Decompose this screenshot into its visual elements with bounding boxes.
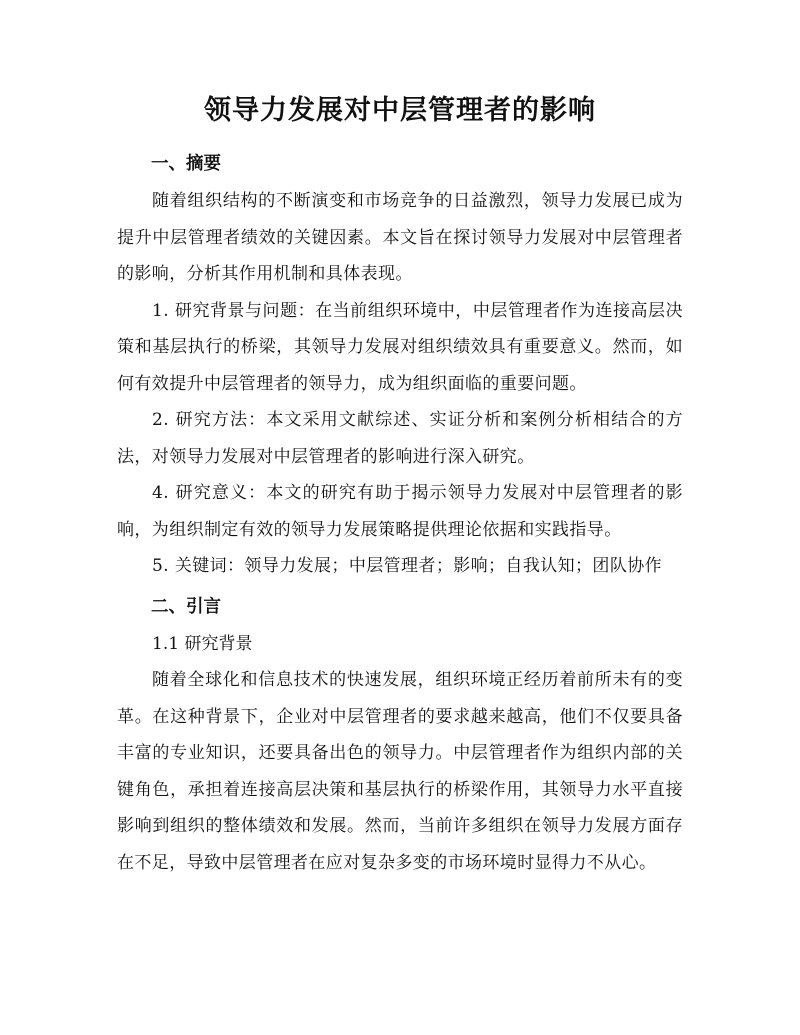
- introduction-paragraph: 随着全球化和信息技术的快速发展，组织环境正经历着前所未有的变革。在这种背景下，企业对中层管理者的要求越来越高，他们不仅要具备丰富的专业知识，还要具备出色的领导力。中层管理者作为组织内部的关键角色，承担着连接高层决策和基层执行的桥梁作用，其领导力水平直接影响到组织的整体绩效和发展。然而，当前许多组织在领导力发展方面存在不足，导致中层管理者在应对复杂多变的市场环境时显得力不从心。: [117, 670, 683, 873]
- document-title: 领导力发展对中层管理者的影响: [204, 95, 596, 126]
- section-heading-introduction: 二、引言: [151, 596, 221, 617]
- abstract-paragraph: 随着组织结构的不断演变和市场竞争的日益激烈，领导力发展已成为提升中层管理者绩效的关键因素。本文旨在探讨领导力发展对中层管理者的影响，分析其作用机制和具体表现。: [117, 191, 683, 284]
- document-body: [117, 88, 683, 881]
- keywords-item: 5. 关键词：领导力发展；中层管理者；影响；自我认知；团队协作: [152, 556, 663, 576]
- research-method-item: 2. 研究方法：本文采用文献综述、实证分析和案例分析相结合的方法，对领导力发展对中层管理者的影响进行深入研究。: [117, 410, 683, 467]
- research-significance-item: 4. 研究意义：本文的研究有助于揭示领导力发展对中层管理者的影响，为组织制定有效的领导力发展策略提供理论依据和实践指导。: [117, 483, 683, 540]
- section-heading-abstract: 一、摘要: [151, 154, 221, 174]
- research-background-item: 1. 研究背景与问题：在当前组织环境中，中层管理者作为连接高层决策和基层执行的桥梁，其领导力发展对组织绩效具有重要意义。然而，如何有效提升中层管理者的领导力，成为组织面临的重要问题。: [117, 300, 683, 394]
- subsection-heading-background: 1.1 研究背景: [152, 633, 253, 654]
